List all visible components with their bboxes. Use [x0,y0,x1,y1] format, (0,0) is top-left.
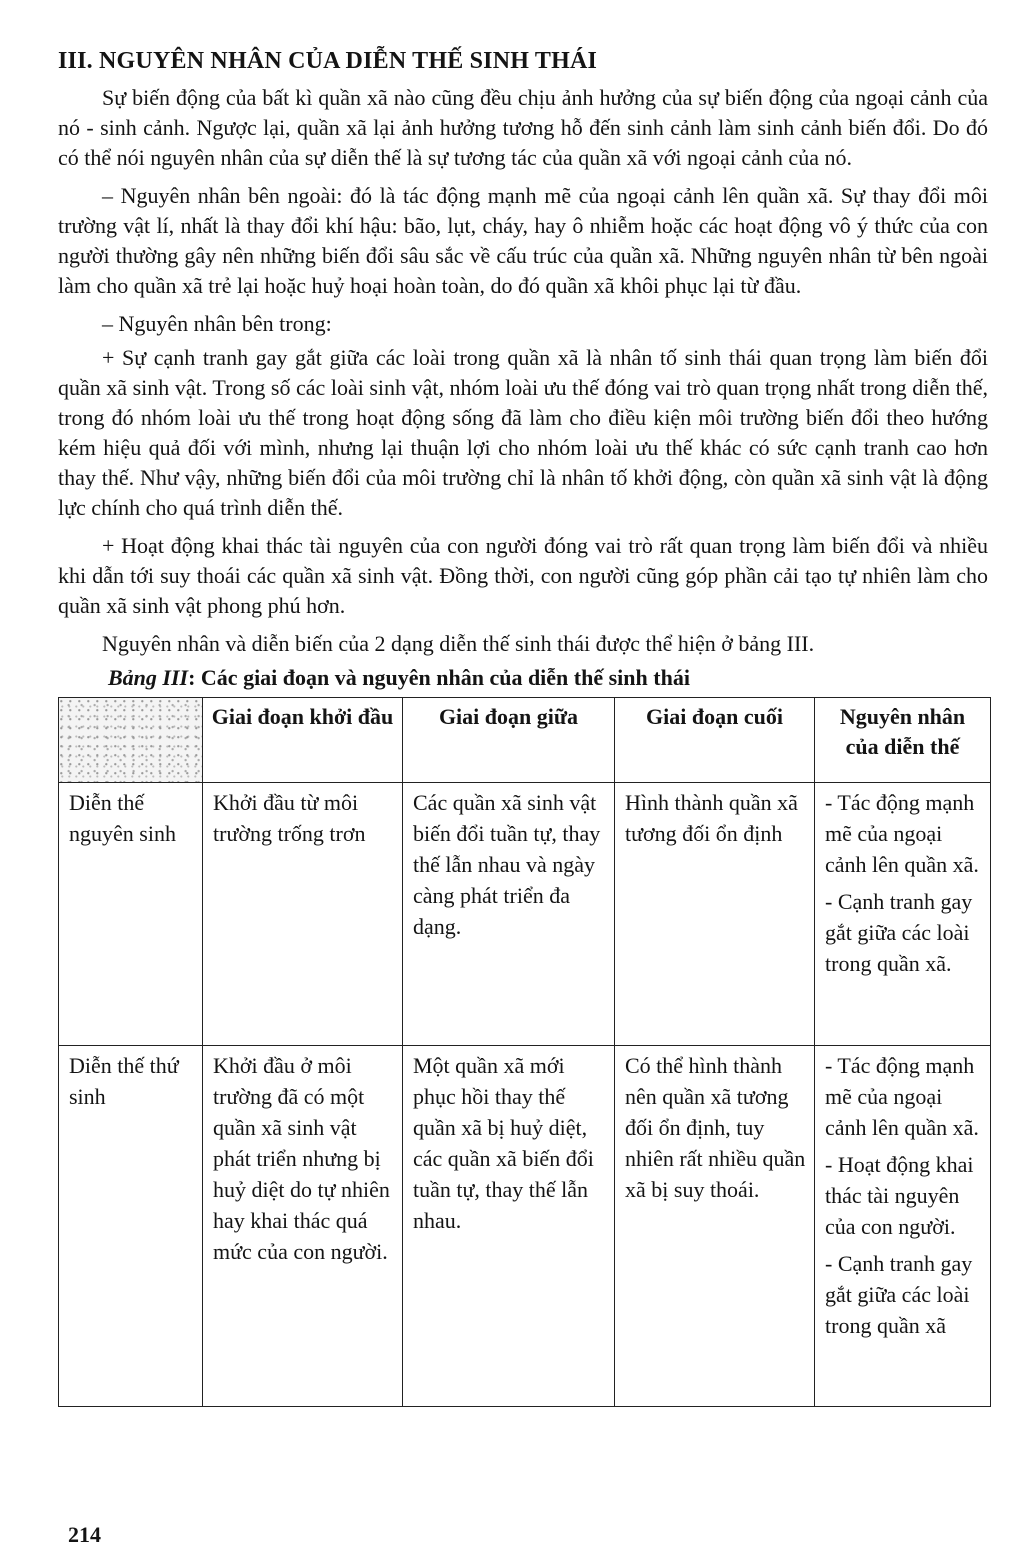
paragraph-table-intro: Nguyên nhân và diễn biến của 2 dạng diễn thế sinh thái được thể hiện ở bảng III. [102,631,815,656]
row-middle-cell: Một quần xã mới phục hồi thay thế quần xã bị huỷ diệt, các quần xã biến đổi tuần tự, thay thế lẫn nhau. [403,1046,615,1407]
row-type-cell: Diễn thế nguyên sinh [59,783,203,1046]
page-content [58,48,988,1407]
succession-table [58,697,991,1407]
row-causes-cell [815,783,991,1046]
cause-item: - Tác động mạnh mẽ của ngoại cảnh lên quần xã. [825,1053,979,1140]
table-header-row [59,698,991,783]
cause-item: - Tác động mạnh mẽ của ngoại cảnh lên quần xã. [825,790,979,877]
row-causes-cell [815,1046,991,1407]
table-row [59,783,991,1046]
paragraph-competition: + Sự cạnh tranh gay gắt giữa các loài trong quần xã là nhân tố sinh thái quan trọng làm biến đổi quần xã sinh vật. Trong số các loài sinh vật, nhóm loài ưu thế đóng vai trò quan trọng nhất trong diễn thế, trong đó nhóm loài ưu thế trong hoạt động sống đã làm cho điều kiện môi trường biến đổi theo hướng kém hiệu quả đối với mình, nhưng lại thuận lợi cho nhóm loài ưu thế khác có sức cạnh tranh cao hơn thay thế. Như vậy, những biến đổi của môi trường chỉ là nhân tố khởi động, còn quần xã sinh vật là động lực chính cho quá trình diễn thế. [58,345,988,520]
cause-item: - Cạnh tranh gay gắt giữa các loài trong quần xã. [825,889,973,976]
header-middle-stage: Giai đoạn giữa [403,698,615,783]
cause-item: - Cạnh tranh gay gắt giữa các loài trong quần xã [825,1251,973,1338]
header-causes: Nguyên nhân của diễn thế [815,698,991,783]
table-corner-cell [59,698,203,783]
section-heading: III. NGUYÊN NHÂN CỦA DIỄN THẾ SINH THÁI [58,48,598,74]
table-caption [108,663,988,693]
cause-item: - Hoạt động khai thác tài nguyên của con người. [825,1152,974,1239]
header-start-stage: Giai đoạn khởi đầu [203,698,403,783]
table-caption-text: : Các giai đoạn và nguyên nhân của diễn thế sinh thái [188,665,690,690]
row-start-cell: Khởi đầu từ môi trường trống trơn [203,783,403,1046]
row-end-cell: Hình thành quần xã tương đối ổn định [615,783,815,1046]
row-middle-cell: Các quần xã sinh vật biến đổi tuần tự, thay thế lẫn nhau và ngày càng phát triển đa dạng. [403,783,615,1046]
table-row [59,1046,991,1407]
page-number: 214 [68,1522,101,1547]
table-caption-label: Bảng III [108,665,189,690]
row-type-cell: Diễn thế thứ sinh [59,1046,203,1407]
paragraph-intro: Sự biến động của bất kì quần xã nào cũng đều chịu ảnh hưởng của sự biến động của ngoại cảnh của nó - sinh cảnh. Ngược lại, quần xã lại ảnh hưởng tương hỗ đến sinh cảnh làm sinh cảnh biến đổi. Do đó có thể nói nguyên nhân của sự diễn thế là sự tương tác của quần xã với ngoại cảnh của nó. [58,85,988,170]
paragraph-human-activity: + Hoạt động khai thác tài nguyên của con người đóng vai trò rất quan trọng làm biến đổi và nhiều khi dẫn tới suy thoái các quần xã sinh vật. Đồng thời, con người cũng góp phần cải tạo tự nhiên làm cho quần xã sinh vật phong phú hơn. [58,533,988,618]
paragraph-external-cause: – Nguyên nhân bên ngoài: đó là tác động mạnh mẽ của ngoại cảnh lên quần xã. Sự thay đổi môi trường vật lí, nhất là thay đổi khí hậu: bão, lụt, cháy, hay ô nhiễm hoặc các hoạt động vô ý thức của con người thường gây nên những biến đổi sâu sắc về cấu trúc của quần xã. Những nguyên nhân từ bên ngoài làm cho quần xã trẻ lại hoặc huỷ hoại hoàn toàn, do đó quần xã khôi phục lại từ đầu. [58,183,988,298]
paragraph-internal-cause: – Nguyên nhân bên trong: [102,311,332,336]
row-end-cell: Có thể hình thành nên quần xã tương đối ổn định, tuy nhiên rất nhiều quần xã bị suy thoái. [615,1046,815,1407]
header-end-stage: Giai đoạn cuối [615,698,815,783]
row-start-cell: Khởi đầu ở môi trường đã có một quần xã sinh vật phát triển nhưng bị huỷ diệt do tự nhiên hay khai thác quá mức của con người. [203,1046,403,1407]
